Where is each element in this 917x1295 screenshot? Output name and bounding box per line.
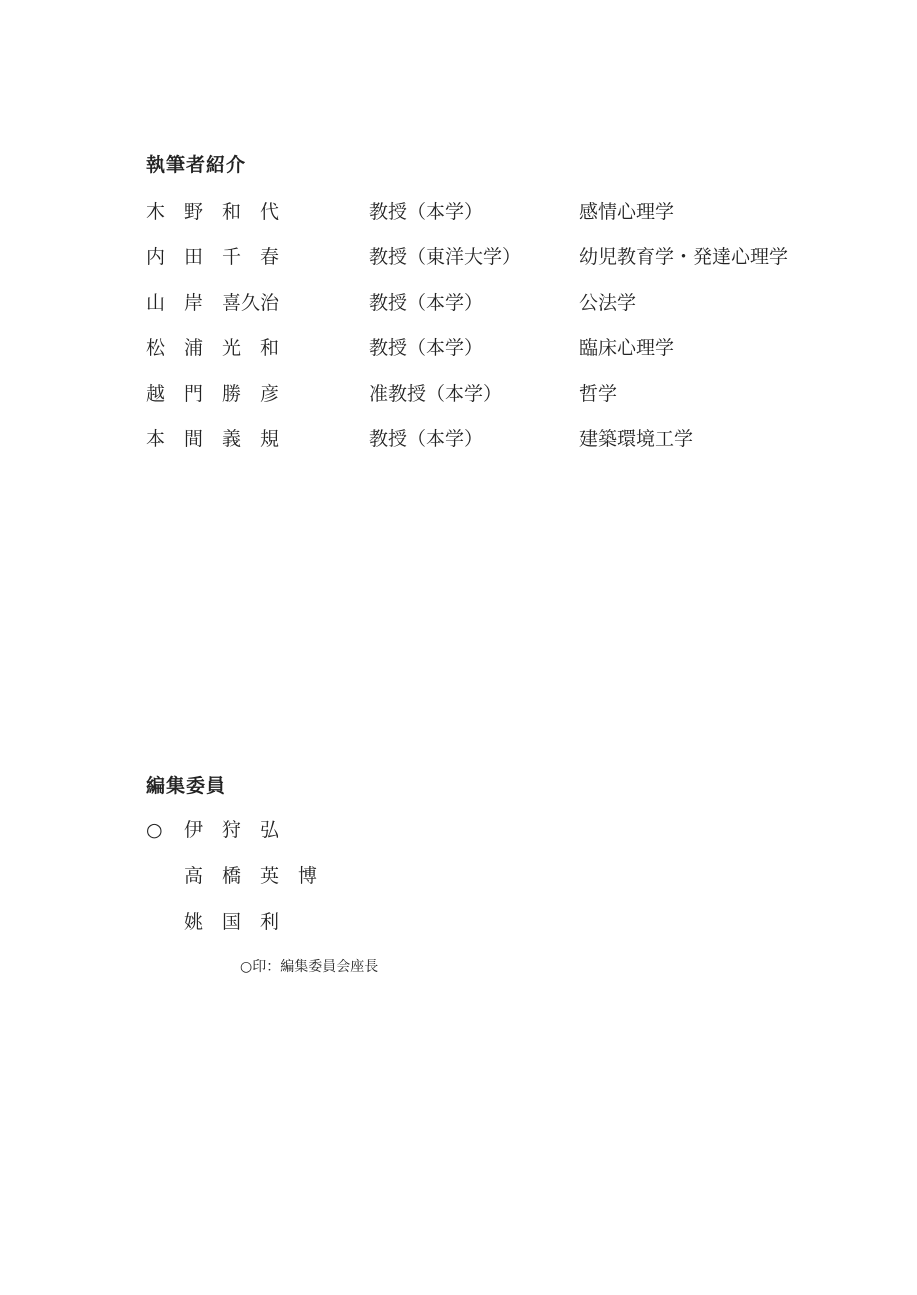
author-name: 本 間 義 規 (146, 427, 280, 450)
editors-section-heading: 編集委員 (146, 775, 227, 797)
chair-mark: ○ (146, 819, 163, 841)
author-position: 教授（東洋大学） (369, 246, 522, 269)
author-field: 感情心理学 (579, 201, 675, 223)
authors-section-heading: 執筆者紹介 (146, 154, 247, 176)
editor-name: 伊 狩 弘 (184, 819, 280, 841)
author-position: 准教授（本学） (369, 382, 503, 405)
author-position: 教授（本学） (369, 337, 484, 360)
author-name: 内 田 千 春 (146, 246, 280, 269)
author-position: 教授（本学） (369, 291, 484, 314)
chair-footnote: ○印：編集委員会座長 (240, 959, 379, 975)
editor-name: 高 橋 英 博 (184, 865, 318, 887)
author-field: 公法学 (579, 291, 637, 314)
author-name: 山 岸 喜久治 (146, 291, 280, 314)
author-name: 木 野 和 代 (146, 201, 280, 223)
author-position: 教授（本学） (369, 201, 484, 223)
author-position: 教授（本学） (369, 427, 484, 450)
editor-name: 姚 国 利 (184, 911, 280, 933)
author-field: 哲学 (579, 382, 618, 405)
author-field: 幼児教育学・発達心理学 (579, 246, 789, 269)
author-field: 臨床心理学 (579, 337, 675, 360)
author-name: 越 門 勝 彦 (146, 382, 280, 405)
author-field: 建築環境工学 (579, 427, 694, 450)
author-name: 松 浦 光 和 (146, 337, 280, 360)
